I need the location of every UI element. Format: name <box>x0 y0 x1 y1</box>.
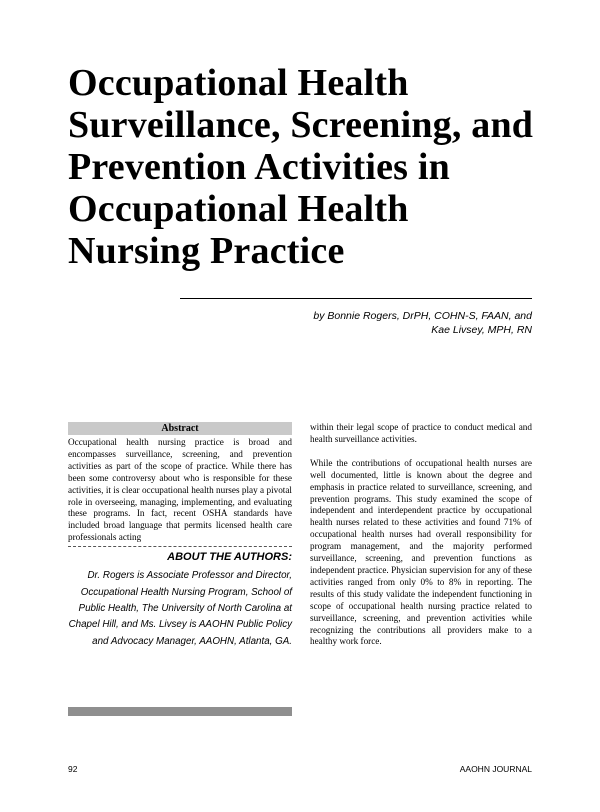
about-authors-text: Dr. Rogers is Associate Professor and Director, Occupational Health Nursing Program, School of Public Health, The University of North Carolina at Chapel Hill, and Ms. Livsey is AAOHN Public Policy and Advocacy Manager, AAOHN, Atlanta, GA. <box>68 570 292 647</box>
abstract-text: Occupational health nursing practice is broad and encompasses surveillance, screening, and prevention activities as part of the scope of practice. While there has been some controversy about who is responsible for these activities, it is clear occupational health nurses play a pivotal role in overseeing, managing, implementing, and evaluating these programs. In fact, recent OSHA standards have included broad language that permits licensed health care professionals acting <box>68 437 292 543</box>
right-column <box>310 422 532 648</box>
article-title: Occupational Health Surveillance, Screening, and Prevention Activities in Occupational Health Nursing Practice <box>68 62 534 272</box>
abstract-continuation: within their legal scope of practice to conduct medical and health surveillance activities. <box>310 422 532 444</box>
section-divider <box>68 546 292 547</box>
about-authors-heading: ABOUT THE AUTHORS: <box>167 551 292 564</box>
journal-name: AAOHN JOURNAL <box>459 764 532 774</box>
byline-line-2: Kae Livsey, MPH, RN <box>431 324 532 336</box>
abstract-heading: Abstract <box>68 422 292 435</box>
decorative-bar <box>68 707 292 716</box>
abstract-body: While the contributions of occupational health nurses are well documented, little is known about the degree and emphasis in practice related to surveillance, screening, and prevention programs. This study examined the scope of independent and interdependent practice by occupational health nurses related to these activities and found 71% of occupational health nurses had overall responsibility for program management, and the majority performed surveillance, screening, and prevention functions as independent practice. Physician supervision for any of these activities ranged from only 0% to 8% in reporting. The results of this study validate the independent functioning in scope of occupational health nursing practice related to surveillance, screening, and prevention activities while recognizing the contributions all providers make to a healthy work force. <box>310 457 532 647</box>
byline-line-1: by Bonnie Rogers, DrPH, COHN-S, FAAN, and <box>313 310 532 322</box>
title-divider <box>180 298 532 299</box>
left-column <box>68 422 292 650</box>
page-number: 92 <box>68 764 78 774</box>
byline <box>202 309 532 337</box>
